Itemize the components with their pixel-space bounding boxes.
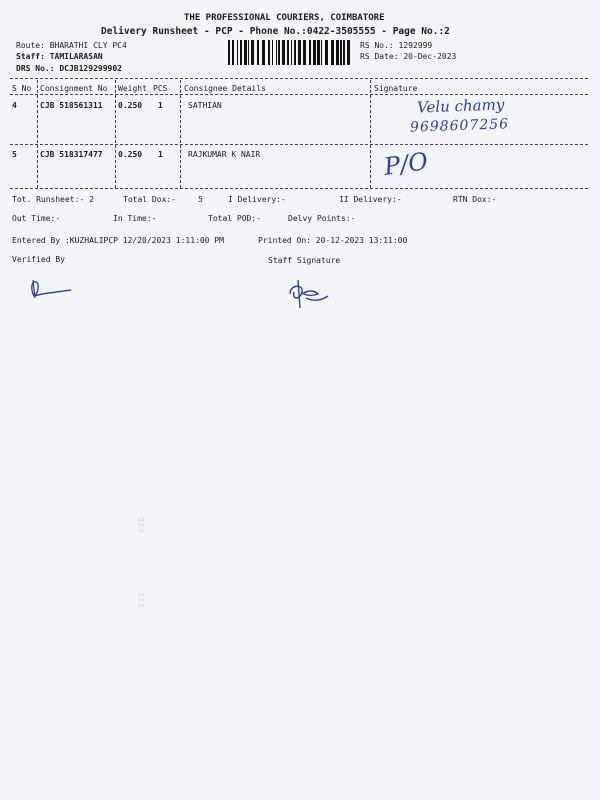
ii-delivery: II Delivery:- xyxy=(339,195,402,204)
col-divider xyxy=(370,80,371,188)
barcode-bar xyxy=(228,40,230,65)
staff-text: Staff: TAMILARASAN xyxy=(16,52,103,61)
header-pcs: PCS xyxy=(153,84,168,93)
barcode-bar xyxy=(248,40,249,65)
col-divider xyxy=(115,80,116,188)
barcode-bar xyxy=(325,40,328,65)
table-bottom-rule xyxy=(10,188,588,189)
barcode-bar xyxy=(303,40,306,65)
company-title: THE PROFESSIONAL COURIERS, COIMBATORE xyxy=(184,13,385,23)
barcode-bar xyxy=(240,40,242,65)
handwritten-signature: Velu chamy xyxy=(416,95,505,117)
i-delivery: I Delivery:- xyxy=(228,195,286,204)
header-sno: S No xyxy=(12,84,32,93)
header-signature: Signature xyxy=(374,84,418,93)
bleed-mark: ▯▯▯ xyxy=(136,516,147,534)
barcode-bar xyxy=(244,40,247,65)
barcode xyxy=(228,40,353,65)
cell-weight: 0.250 xyxy=(118,150,143,159)
barcode-bar xyxy=(317,40,320,65)
rs-date: RS Date: 20-Dec-2023 xyxy=(360,52,457,61)
staff-signature-label: Staff Signature xyxy=(268,256,341,265)
out-time: Out Time:- xyxy=(12,214,61,223)
barcode-bar xyxy=(340,40,342,65)
cell-sno: 5 xyxy=(12,150,17,159)
barcode-bar xyxy=(276,40,277,65)
barcode-bar xyxy=(294,40,296,65)
total-pod: Total POD:- xyxy=(208,214,261,223)
barcode-bar xyxy=(336,40,339,65)
staff-signature xyxy=(284,278,334,312)
rs-number: RS No.: 1292999 xyxy=(360,41,433,50)
barcode-bar xyxy=(321,40,322,65)
handwritten-signature: P/O xyxy=(382,147,430,181)
verified-signature xyxy=(26,274,76,304)
barcode-bar xyxy=(287,40,289,65)
route-text: Route: BHARATHI CLY PC4 xyxy=(16,41,127,50)
barcode-bar xyxy=(257,40,259,65)
total-runsheet: Tot. Runsheet:- 2 xyxy=(12,195,94,204)
cell-consignee: SATHIAN xyxy=(188,101,222,110)
in-time: In Time:- xyxy=(113,214,157,223)
cell-consignment: CJB 518561311 xyxy=(40,101,103,110)
runsheet-title: Delivery Runsheet - PCP - Phone No.:0422-3505555 - Page No.:2 xyxy=(101,26,450,37)
col-divider xyxy=(180,80,181,188)
total-dox-label: Total Dox:- xyxy=(123,195,176,204)
barcode-bar xyxy=(251,40,254,65)
rtn-dox: RTN Dox:- xyxy=(453,195,497,204)
bleed-mark: ▯▯▯ xyxy=(136,591,147,609)
barcode-bar xyxy=(291,40,292,65)
cell-consignment: CJB 518317477 xyxy=(40,150,103,159)
cell-pcs: 1 xyxy=(158,150,163,159)
barcode-bar xyxy=(282,40,285,65)
barcode-bar xyxy=(272,40,273,65)
col-divider xyxy=(37,80,38,188)
handwritten-phone: 9698607256 xyxy=(409,116,510,136)
cell-weight: 0.250 xyxy=(118,101,143,110)
barcode-bar xyxy=(343,40,345,65)
barcode-bar xyxy=(347,40,350,65)
barcode-bar xyxy=(232,40,234,65)
cell-sno: 4 xyxy=(12,101,17,110)
barcode-bar xyxy=(331,40,334,65)
barcode-bar xyxy=(313,40,316,65)
barcode-bar xyxy=(278,40,280,65)
header-weight: Weight xyxy=(118,84,147,93)
cell-consignee: RAJKUMAR K NAIR xyxy=(188,150,261,159)
verified-by-label: Verified By xyxy=(12,255,65,264)
header-consignment: Consignment No xyxy=(40,84,108,93)
cell-pcs: 1 xyxy=(158,101,163,110)
barcode-bar xyxy=(237,40,238,65)
barcode-bar xyxy=(309,40,311,65)
barcode-bar xyxy=(268,40,270,65)
row-divider xyxy=(10,144,588,145)
entered-by: Entered By :KUZHALIPCP 12/20/2023 1:11:00 PM xyxy=(12,236,224,245)
barcode-bar xyxy=(262,40,265,65)
total-dox-value: 5 xyxy=(198,195,203,204)
table-top-rule xyxy=(10,78,588,79)
barcode-bar xyxy=(298,40,301,65)
delvy-points: Delvy Points:- xyxy=(288,214,356,223)
printed-on: Printed On: 20-12-2023 13:11:00 xyxy=(258,236,408,245)
drs-number: DRS No.: DCJB129299902 xyxy=(16,64,122,73)
header-consignee: Consignee Details xyxy=(184,84,266,93)
